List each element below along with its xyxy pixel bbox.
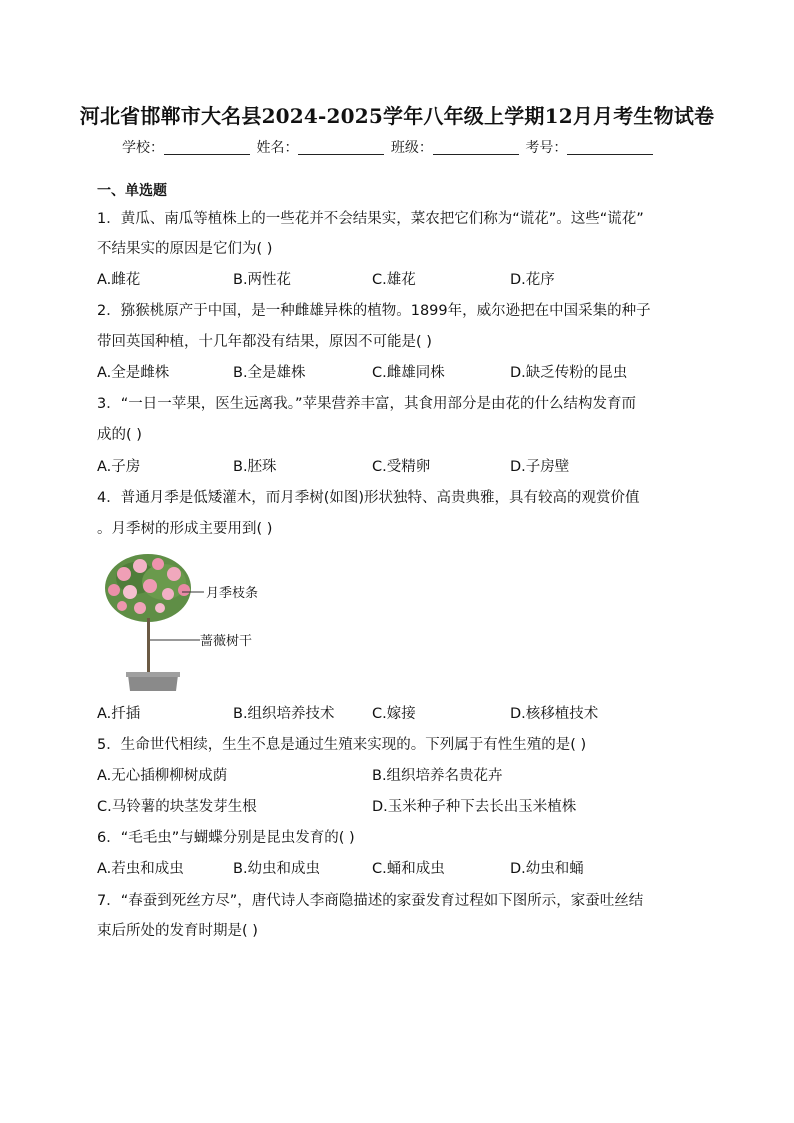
- q1-line-1: 1．黄瓜、南瓜等植株上的一些花并不会结果实，菜农把它们称为“谎花”。这些“谎花”: [97, 211, 644, 227]
- q2-line-1: 2．猕猴桃原产于中国，是一种雌雄异株的植物。1899年，威尔逊把在中国采集的种子: [97, 303, 651, 319]
- q2-option-d: D.缺乏传粉的昆虫: [510, 365, 628, 381]
- q3-option-d: D.子房壁: [510, 459, 570, 475]
- q1-option-c: C.雄花: [372, 272, 416, 288]
- school-blank[interactable]: [164, 139, 250, 155]
- q4-line-2: 。月季树的形成主要用到( ): [97, 521, 273, 537]
- q2-option-b: B.全是雄株: [233, 365, 306, 381]
- q5-option-d: D.玉米种子种下去长出玉米植株: [372, 799, 577, 815]
- q1-option-d: D.花序: [510, 272, 555, 288]
- rose-tree-illustration: [100, 548, 300, 694]
- q6-option-a: A.若虫和成虫: [97, 861, 184, 877]
- q1-option-a: A.雌花: [97, 272, 141, 288]
- exam-number-label: 考号：: [525, 140, 568, 156]
- q6-option-d: D.幼虫和蛹: [510, 861, 584, 877]
- q5-option-a: A.无心插柳柳树成荫: [97, 768, 228, 784]
- q6-line-1: 6．“毛毛虫”与蝴蝶分别是昆虫发育的( ): [97, 830, 355, 846]
- q4-line-1: 4．普通月季是低矮灌木，而月季树(如图)形状独特、高贵典雅，具有较高的观赏价值: [97, 490, 640, 506]
- q5-option-b: B.组织培养名贵花卉: [372, 768, 503, 784]
- q3-option-c: C.受精卵: [372, 459, 431, 475]
- q5-option-c: C.马铃薯的块茎发芽生根: [97, 799, 257, 815]
- q2-option-c: C.雌雄同株: [372, 365, 445, 381]
- q7-line-1: 7．“春蚕到死丝方尽”，唐代诗人李商隐描述的家蚕发育过程如下图所示，家蚕吐丝结: [97, 893, 644, 909]
- q1-option-b: B.两性花: [233, 272, 292, 288]
- q6-option-c: C.蛹和成虫: [372, 861, 445, 877]
- q3-line-2: 成的( ): [97, 427, 142, 443]
- section-heading: 一、单选题: [97, 183, 167, 199]
- student-info-row: [122, 137, 655, 157]
- q4-option-d: D.核移植技术: [510, 706, 599, 722]
- q6-option-b: B.幼虫和成虫: [233, 861, 321, 877]
- q1-line-2: 不结果实的原因是它们为( ): [97, 241, 273, 257]
- q3-option-b: B.胚珠: [233, 459, 277, 475]
- q3-option-a: A.子房: [97, 459, 141, 475]
- fig-label-rose-branch: 月季枝条: [206, 586, 259, 601]
- class-label: 班级：: [390, 140, 433, 156]
- q2-option-a: A.全是雌株: [97, 365, 170, 381]
- name-blank[interactable]: [298, 139, 384, 155]
- q5-line-1: 5．生命世代相续，生生不息是通过生殖来实现的。下列属于有性生殖的是( ): [97, 737, 587, 753]
- rose-tree-figure: [100, 548, 300, 694]
- q4-option-c: C.嫁接: [372, 706, 416, 722]
- q3-line-1: 3．“一日一苹果，医生远离我。”苹果营养丰富，其食用部分是由花的什么结构发育而: [97, 396, 636, 412]
- exam-number-blank[interactable]: [567, 139, 653, 155]
- fig-label-trunk: 蔷薇树干: [200, 634, 253, 649]
- school-label: 学校：: [122, 140, 164, 156]
- q4-option-b: B.组织培养技术: [233, 706, 335, 722]
- q7-line-2: 束后所处的发育时期是( ): [97, 923, 258, 939]
- exam-title: 河北省邯郸市大名县2024-2025学年八年级上学期12月月考生物试卷: [79, 104, 715, 128]
- class-blank[interactable]: [433, 139, 519, 155]
- q4-option-a: A.扦插: [97, 706, 141, 722]
- q2-line-2: 带回英国种植，十几年都没有结果，原因不可能是( ): [97, 334, 432, 350]
- name-label: 姓名：: [256, 140, 299, 156]
